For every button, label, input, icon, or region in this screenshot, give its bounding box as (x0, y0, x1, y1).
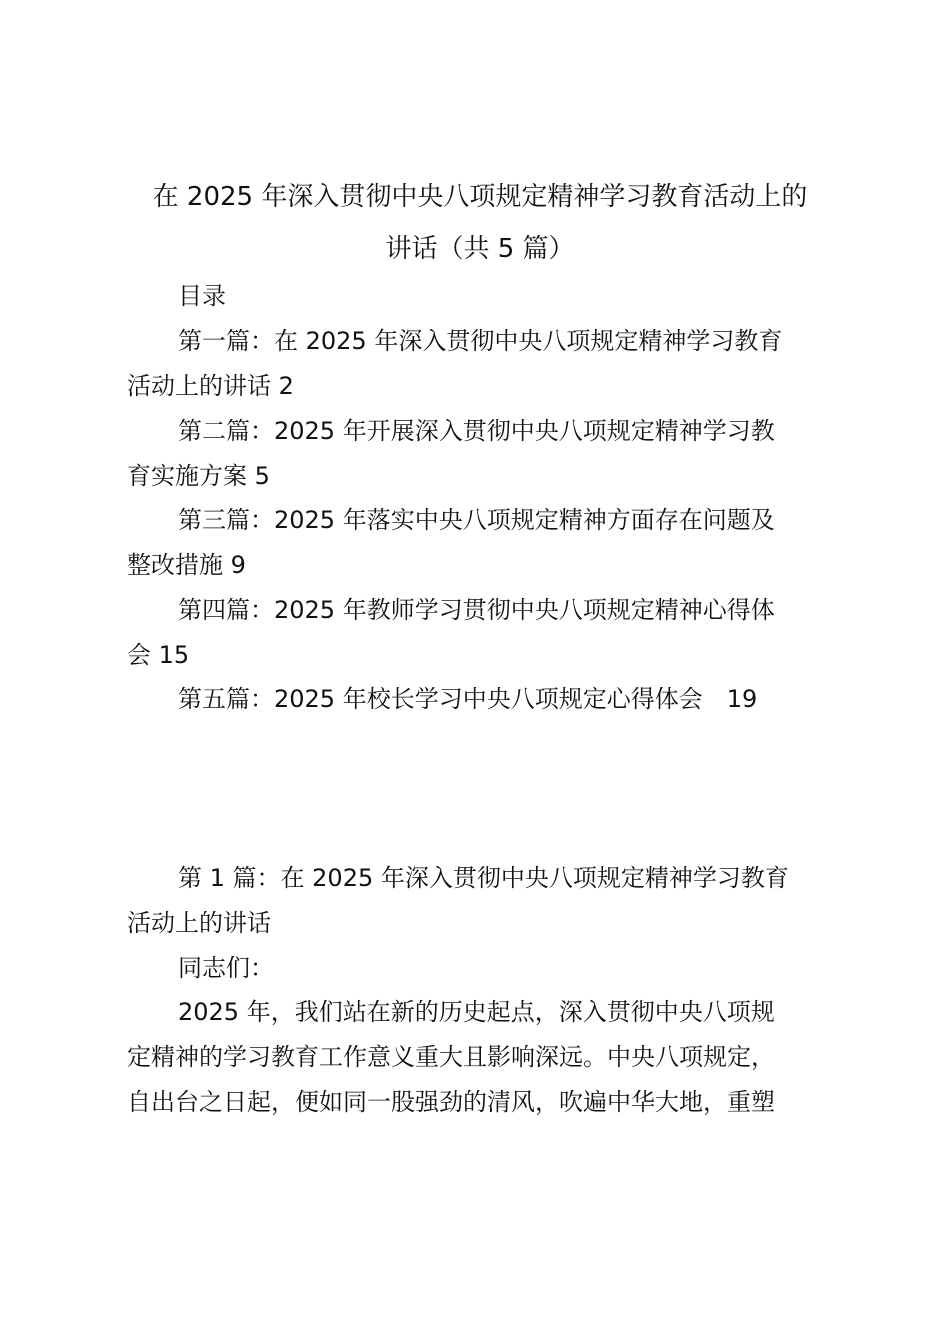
toc-item-2-line-1: 第二篇：2025 年开展深入贯彻中央八项规定精神学习教 (178, 417, 775, 445)
section-heading-line-1: 第 1 篇：在 2025 年深入贯彻中央八项规定精神学习教育 (178, 864, 789, 892)
body-line-1: 2025 年，我们站在新的历史起点，深入贯彻中央八项规 (178, 998, 775, 1026)
toc-item-2-line-2: 育实施方案 5 (127, 462, 270, 490)
document-title-line-2: 讲话（共 5 篇） (385, 234, 575, 264)
toc-heading: 目录 (178, 282, 226, 310)
document-title-line-1: 在 2025 年深入贯彻中央八项规定精神学习教育活动上的 (152, 182, 808, 212)
toc-item-1-line-2: 活动上的讲话 2 (127, 372, 294, 400)
salutation: 同志们： (178, 954, 274, 982)
toc-item-1-line-1: 第一篇：在 2025 年深入贯彻中央八项规定精神学习教育 (178, 327, 783, 355)
toc-item-3-line-2: 整改措施 9 (127, 551, 246, 579)
body-line-2: 定精神的学习教育工作意义重大且影响深远。中央八项规定， (127, 1043, 775, 1071)
body-line-3: 自出台之日起，便如同一股强劲的清风，吹遍中华大地，重塑 (127, 1088, 775, 1116)
toc-item-4-line-1: 第四篇：2025 年教师学习贯彻中央八项规定精神心得体 (178, 596, 775, 624)
section-heading-line-2: 活动上的讲话 (127, 909, 271, 937)
toc-item-4-line-2: 会 15 (127, 641, 190, 669)
toc-item-3-line-1: 第三篇：2025 年落实中央八项规定精神方面存在问题及 (178, 506, 775, 534)
toc-item-5-line-1: 第五篇：2025 年校长学习中央八项规定心得体会 19 (178, 685, 758, 713)
